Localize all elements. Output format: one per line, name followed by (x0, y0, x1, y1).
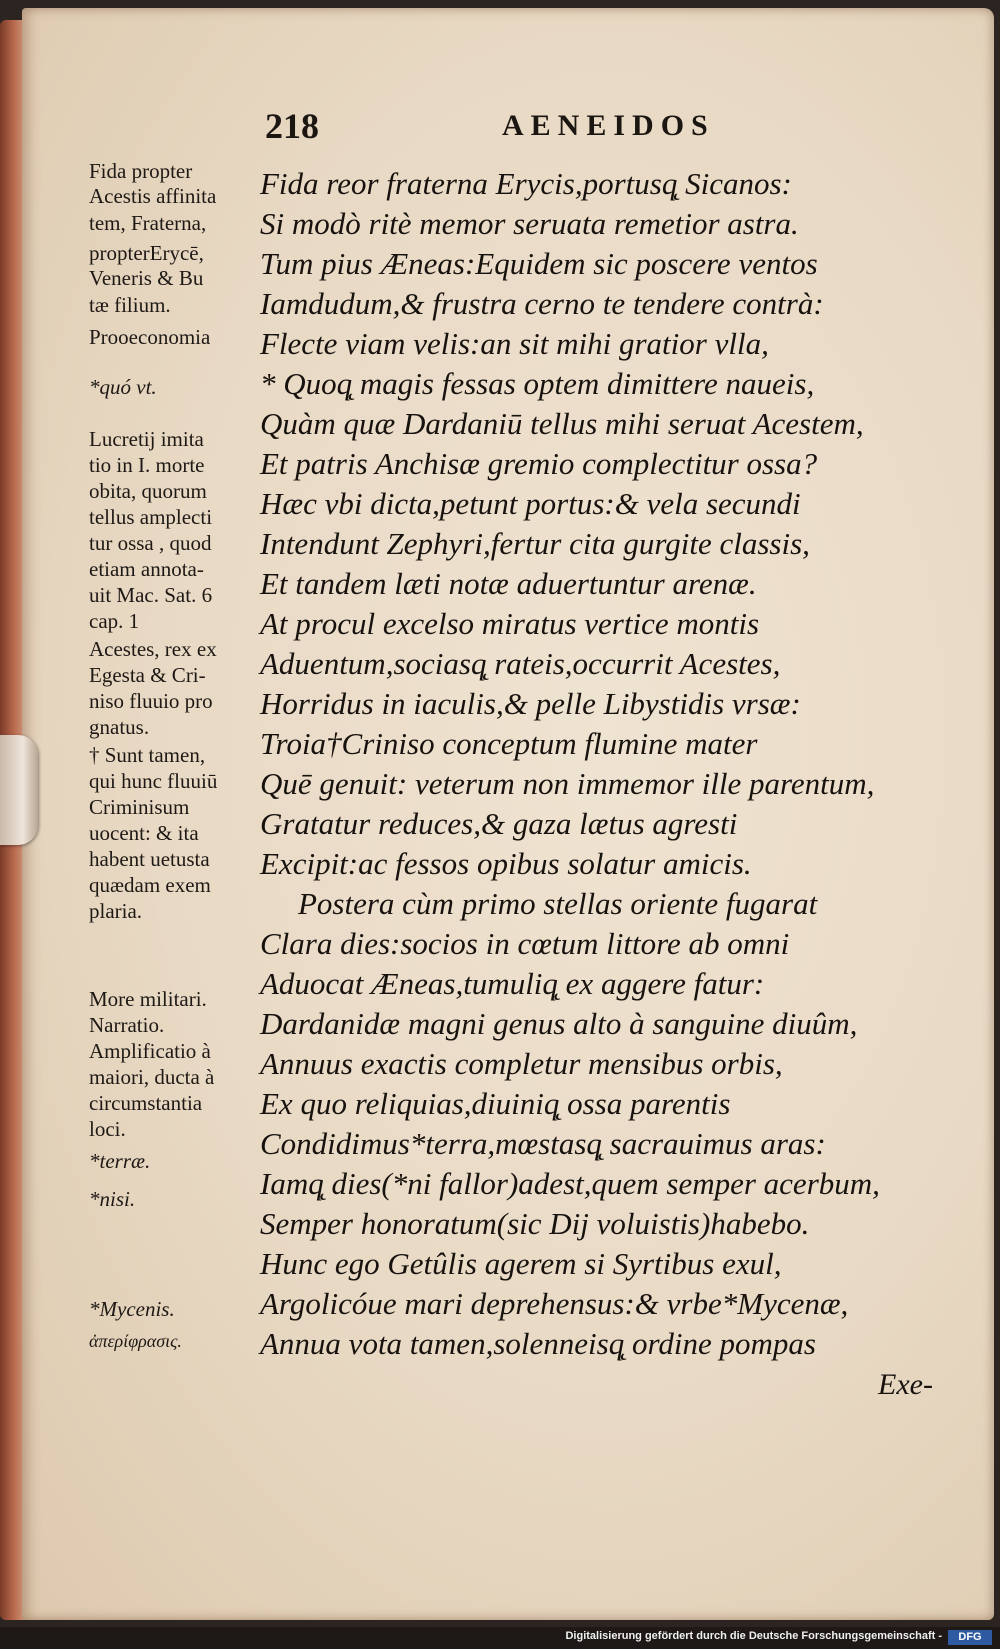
margin-note: Acestis affinita (89, 184, 217, 208)
verse-line: Iamq̨ dies(*ni fallor)adest,quem semper acerbum, (260, 1166, 880, 1201)
catchword: Exe- (878, 1368, 933, 1401)
margin-note: uit Mac. Sat. 6 (89, 583, 213, 607)
book-clasp (0, 735, 38, 845)
margin-note: etiam annota- (89, 557, 204, 581)
margin-note: maiori, ducta à (89, 1065, 215, 1089)
page-number: 218 (265, 106, 319, 146)
verse-line: Flecte viam velis:an sit mihi gratior vlla, (260, 326, 769, 361)
margin-note: Amplificatio à (89, 1039, 211, 1063)
verse-line: Tum pius Æneas:Equidem sic poscere ventos (260, 246, 818, 281)
margin-note: *nisi. (89, 1187, 136, 1211)
margin-note: tio in I. morte (89, 453, 205, 477)
dfg-logo-icon: DFG (948, 1630, 992, 1645)
margin-note: qui hunc fluuiū (89, 769, 218, 793)
margin-note: gnatus. (89, 715, 150, 739)
verse-line: Horridus in iaculis,& pelle Libystidis vrsæ: (260, 686, 801, 721)
margin-note: plaria. (89, 899, 143, 923)
verse-line: Fida reor fraterna Erycis,portusq̨ Sicanos: (260, 166, 792, 201)
book-page (22, 8, 994, 1620)
verse-line: Quàm quæ Dardaniū tellus mihi seruat Acestem, (260, 406, 864, 441)
margin-note: Fida propter (89, 159, 193, 183)
verse-line: Hæc vbi dicta,petunt portus:& vela secundi (260, 486, 801, 521)
margin-note: ἀπερίφρασις. (89, 1331, 182, 1351)
margin-note: *quó vt. (89, 375, 157, 399)
margin-note: Narratio. (89, 1013, 165, 1037)
margin-note: habent uetusta (89, 847, 210, 871)
verse-line: Gratatur reduces,& gaza lætus agresti (260, 806, 738, 841)
verse-line: Quē genuit: veterum non immemor ille parentum, (260, 766, 875, 801)
verse-line: Annuus exactis completur mensibus orbis, (260, 1046, 783, 1081)
margin-note: *terræ. (89, 1149, 151, 1173)
margin-note: propterErycē, (89, 241, 204, 265)
verse-line: Postera cùm primo stellas oriente fugarat (298, 886, 818, 921)
running-title: AENEIDOS (502, 109, 715, 142)
footer-credit: Digitalisierung gefördert durch die Deutsche Forschungsgemeinschaft - (565, 1630, 942, 1642)
verse-line: Intendunt Zephyri,fertur cita gurgite classis, (260, 526, 810, 561)
verse-line: Si modò ritè memor seruata remetior astra. (260, 206, 799, 241)
page-header (22, 105, 994, 155)
margin-note: niso fluuio pro (89, 689, 213, 713)
verse-line: At procul excelso miratus vertice montis (260, 606, 760, 641)
margin-note: quædam exem (89, 873, 211, 897)
verse-line: Et patris Anchisæ gremio complectitur ossa? (260, 446, 818, 481)
margin-note: tæ filium. (89, 293, 171, 317)
verse-line: Aduocat Æneas,tumuliq̨ ex aggere fatur: (260, 966, 765, 1001)
margin-note: † Sunt tamen, (89, 743, 206, 767)
margin-note: uocent: & ita (89, 821, 199, 845)
digitization-footer (0, 1627, 1000, 1649)
verse-line: Condidimus*terra,mœstasq̨ sacrauimus aras: (260, 1126, 826, 1161)
margin-note: tellus amplecti (89, 505, 213, 529)
margin-note: circumstantia (89, 1091, 203, 1115)
verse-line: Argolicóue mari deprehensus:& vrbe*Mycenæ, (260, 1286, 849, 1321)
verse-line: Excipit:ac fessos opibus solatur amicis. (260, 846, 752, 881)
verse-line: Annua vota tamen,solenneisq̨ ordine pompas (260, 1326, 816, 1361)
margin-note: cap. 1 (89, 609, 140, 633)
margin-note: obita, quorum (89, 479, 207, 503)
verse-line: * Quoq̨ magis fessas optem dimittere naueis, (260, 366, 815, 401)
verse-line: Dardanidæ magni genus alto à sanguine diuûm, (260, 1006, 858, 1041)
margin-note: Egesta & Cri- (89, 663, 206, 687)
margin-note: Lucretij imita (89, 427, 204, 451)
margin-note: Veneris & Bu (89, 266, 204, 290)
verse-line: Hunc ego Getûlis agerem si Syrtibus exul, (260, 1246, 782, 1281)
margin-note: tem, Fraterna, (89, 211, 207, 235)
margin-note: *Mycenis. (89, 1297, 175, 1321)
margin-note: Acestes, rex ex (89, 637, 217, 661)
margin-note: loci. (89, 1117, 126, 1141)
margin-note: Criminisum (89, 795, 190, 819)
verse-line: Iamdudum,& frustra cerno te tendere contrà: (260, 286, 824, 321)
verse-line: Et tandem læti notæ aduertuntur arenæ. (260, 566, 757, 601)
verse-line: Troia†Criniso conceptum flumine mater (260, 726, 758, 761)
margin-note: More militari. (89, 987, 207, 1011)
margin-note: Prooeconomia (89, 325, 211, 349)
verse-line: Semper honoratum(sic Dij voluistis)habebo. (260, 1206, 810, 1241)
margin-note: tur ossa , quod (89, 531, 212, 555)
verse-line: Ex quo reliquias,diuiniq̨ ossa parentis (260, 1086, 731, 1121)
verse-line: Clara dies:socios in cœtum littore ab omni (260, 926, 790, 961)
verse-line: Aduentum,sociasq̨ rateis,occurrit Acestes, (260, 646, 781, 681)
